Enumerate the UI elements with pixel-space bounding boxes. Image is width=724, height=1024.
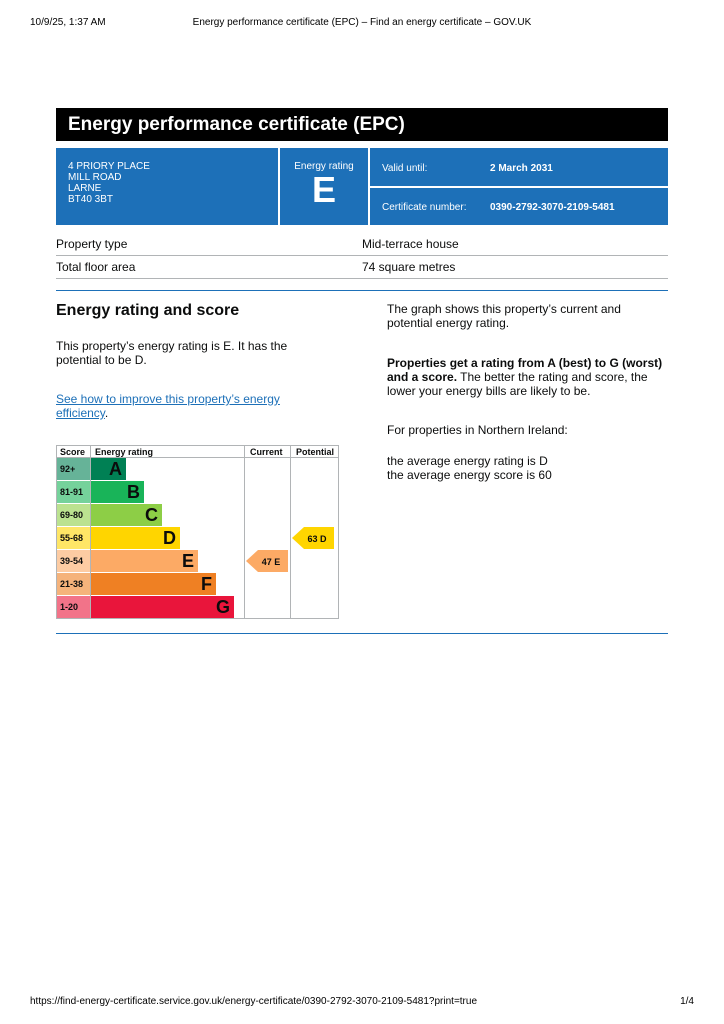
address-line: MILL ROAD — [68, 172, 122, 183]
certificate-number-value: 0390-2792-3070-2109-5481 — [490, 202, 615, 213]
link-suffix: . — [104, 406, 109, 420]
rating-band-letter: D — [163, 528, 176, 548]
current-rating-label: 47 E — [261, 557, 281, 567]
property-address — [56, 148, 278, 225]
rating-band-letter: F — [201, 574, 212, 594]
property-type-row — [56, 233, 668, 256]
certificate-heading: Energy performance certificate (EPC) — [56, 108, 668, 141]
score-range-label: 55-68 — [60, 533, 84, 543]
score-range-label: 81-91 — [60, 487, 84, 497]
certificate-number-box — [370, 188, 668, 225]
print-page-title: Energy performance certificate (EPC) – Find an energy certificate – GOV.UK — [192, 17, 532, 28]
column-header: Current — [250, 447, 283, 457]
rating-band-bar — [91, 596, 234, 618]
rating-band-letter: E — [181, 551, 194, 571]
floor-area-row — [56, 256, 668, 279]
section-divider-bottom — [56, 633, 668, 634]
score-range-label: 39-54 — [60, 556, 84, 566]
page-number: 1/4 — [680, 996, 694, 1007]
rating-band-letter: A — [109, 459, 122, 479]
floor-area-label: Total floor area — [56, 260, 136, 274]
energy-rating-label: Energy rating — [294, 161, 354, 172]
rating-band-letter: B — [127, 482, 140, 502]
print-url: https://find-energy-certificate.service.gov.uk/energy-certificate/0390-2792-3070-2109-5481?print=true — [30, 996, 478, 1007]
improve-efficiency-link-wrapper — [56, 392, 316, 420]
ni-intro: For properties in Northern Ireland: — [387, 423, 568, 437]
valid-until-box — [370, 148, 668, 186]
certificate-number-label: Certificate number: — [382, 202, 467, 213]
address-line: BT40 3BT — [68, 194, 114, 205]
average-rating-text: the average energy rating is D — [387, 454, 548, 468]
score-range-label: 1-20 — [60, 602, 79, 612]
rating-band-bar — [91, 573, 216, 595]
column-header: Energy rating — [95, 447, 154, 457]
section-divider — [56, 290, 668, 291]
graph-intro: The graph shows this property’s current and potential energy rating. — [387, 302, 621, 330]
rating-scale-text — [387, 356, 677, 398]
rating-summary: This property’s energy rating is E. It has the potential to be D. — [56, 339, 288, 367]
property-type-label: Property type — [56, 237, 128, 251]
potential-rating-label: 63 D — [307, 534, 327, 544]
energy-rating-heading: Energy rating and score — [56, 302, 240, 319]
score-range-label: 92+ — [60, 464, 76, 474]
address-line: 4 PRIORY PLACE — [68, 161, 150, 172]
energy-rating-chart — [56, 445, 340, 619]
improve-efficiency-link[interactable]: See how to improve this property’s energy efficiency — [56, 392, 280, 420]
energy-rating-letter: E — [311, 169, 336, 210]
address-line: LARNE — [68, 183, 102, 194]
valid-until-label: Valid until: — [382, 163, 428, 174]
column-header: Potential — [296, 447, 335, 457]
rating-scale-rest: The better the rating and score, the lower your energy bills are likely to be. — [387, 370, 648, 398]
certificate-summary — [56, 148, 668, 225]
property-type-value: Mid-terrace house — [362, 237, 459, 251]
valid-until-value: 2 March 2031 — [490, 163, 553, 174]
rating-scale-bold: Properties get a rating from A (best) to G (worst) and a score. — [387, 356, 663, 384]
print-datetime: 10/9/25, 1:37 AM — [30, 17, 106, 28]
column-header: Score — [60, 447, 86, 457]
average-score-text: the average energy score is 60 — [387, 468, 552, 482]
score-range-label: 69-80 — [60, 510, 84, 520]
rating-band-letter: G — [215, 597, 230, 617]
energy-rating-box — [280, 148, 368, 225]
score-range-label: 21-38 — [60, 579, 84, 589]
property-details-table — [56, 233, 668, 279]
floor-area-value: 74 square metres — [362, 260, 456, 274]
rating-band-letter: C — [145, 505, 158, 525]
